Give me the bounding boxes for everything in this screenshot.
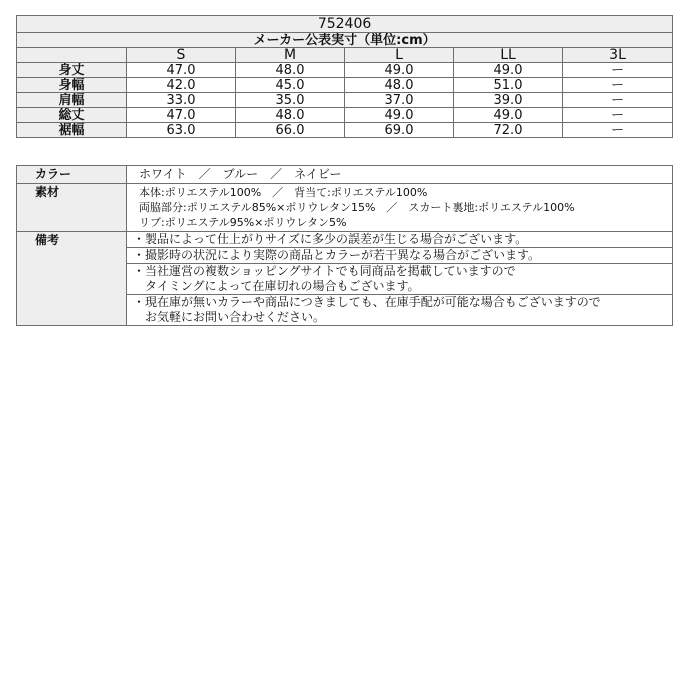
measure-row <box>17 123 673 138</box>
note-line: ・撮影時の状況により実際の商品とカラーが若干異なる場合がございます。 <box>133 248 541 262</box>
measure-value: 42.0 <box>127 78 236 93</box>
measure-value: 45.0 <box>236 78 345 93</box>
measure-value: 48.0 <box>236 63 345 78</box>
measure-label: 肩幅 <box>17 93 127 108</box>
note-item <box>133 232 672 247</box>
measure-value: 49.0 <box>454 63 563 78</box>
material-label: 素材 <box>17 184 127 232</box>
measure-value: 48.0 <box>345 78 454 93</box>
measure-row <box>17 78 673 93</box>
measure-value: 48.0 <box>236 108 345 123</box>
note-line: ・製品によって仕上がりサイズに多少の誤差が生じる場合がございます。 <box>133 232 528 246</box>
notes-value <box>127 232 673 326</box>
size-header: LL <box>454 48 563 63</box>
measure-value: 33.0 <box>127 93 236 108</box>
material-line: リブ:ポリエステル95%×ポリウレタン5% <box>139 216 347 229</box>
measure-value: 37.0 <box>345 93 454 108</box>
measure-row <box>17 93 673 108</box>
measure-value: 47.0 <box>127 108 236 123</box>
size-header: 3L <box>563 48 673 63</box>
size-header-blank <box>17 48 127 63</box>
measure-label: 身幅 <box>17 78 127 93</box>
note-item <box>127 294 672 325</box>
measure-value: ー <box>563 93 673 108</box>
measure-value: ー <box>563 63 673 78</box>
measure-value: 72.0 <box>454 123 563 138</box>
notes-label: 備考 <box>17 232 127 326</box>
material-line: 両脇部分:ポリエステル85%×ポリウレタン15% ／ スカート裏地:ポリエステル100% <box>139 201 575 214</box>
measure-value: 69.0 <box>345 123 454 138</box>
size-header: L <box>345 48 454 63</box>
color-value: ホワイト ／ ブルー ／ ネイビー <box>127 166 673 184</box>
material-value <box>127 184 673 232</box>
note-line: タイミングによって在庫切れの場合もございます。 <box>133 279 420 293</box>
measure-value: 39.0 <box>454 93 563 108</box>
size-table <box>16 15 673 138</box>
measure-label: 身丈 <box>17 63 127 78</box>
note-line: ・現在庫が無いカラーや商品につきましても、在庫手配が可能な場合もございますので <box>133 295 601 309</box>
measure-value: 35.0 <box>236 93 345 108</box>
product-info-table <box>16 165 673 326</box>
product-id: 752406 <box>17 16 673 33</box>
measure-value: ー <box>563 78 673 93</box>
measure-row <box>17 108 673 123</box>
measure-row <box>17 63 673 78</box>
note-line: お気軽にお問い合わせください。 <box>133 310 326 324</box>
measure-value: 47.0 <box>127 63 236 78</box>
size-table-title: メーカー公表実寸（単位:cm） <box>17 33 673 48</box>
color-row <box>17 166 673 184</box>
note-item <box>127 247 672 263</box>
measure-value: 49.0 <box>345 108 454 123</box>
measure-value: 51.0 <box>454 78 563 93</box>
note-item <box>127 263 672 294</box>
color-label: カラー <box>17 166 127 184</box>
material-row <box>17 184 673 232</box>
measure-value: 49.0 <box>345 63 454 78</box>
measure-label: 総丈 <box>17 108 127 123</box>
measure-value: 49.0 <box>454 108 563 123</box>
size-header: S <box>127 48 236 63</box>
size-header: M <box>236 48 345 63</box>
note-line: ・当社運営の複数ショッピングサイトでも同商品を掲載していますので <box>133 264 516 278</box>
size-header-row <box>17 48 673 63</box>
measure-label: 裾幅 <box>17 123 127 138</box>
measure-value: ー <box>563 108 673 123</box>
material-line: 本体:ポリエステル100% ／ 背当て:ポリエステル100% <box>139 186 428 199</box>
measure-value: ー <box>563 123 673 138</box>
measure-value: 66.0 <box>236 123 345 138</box>
measure-value: 63.0 <box>127 123 236 138</box>
notes-row <box>17 232 673 326</box>
